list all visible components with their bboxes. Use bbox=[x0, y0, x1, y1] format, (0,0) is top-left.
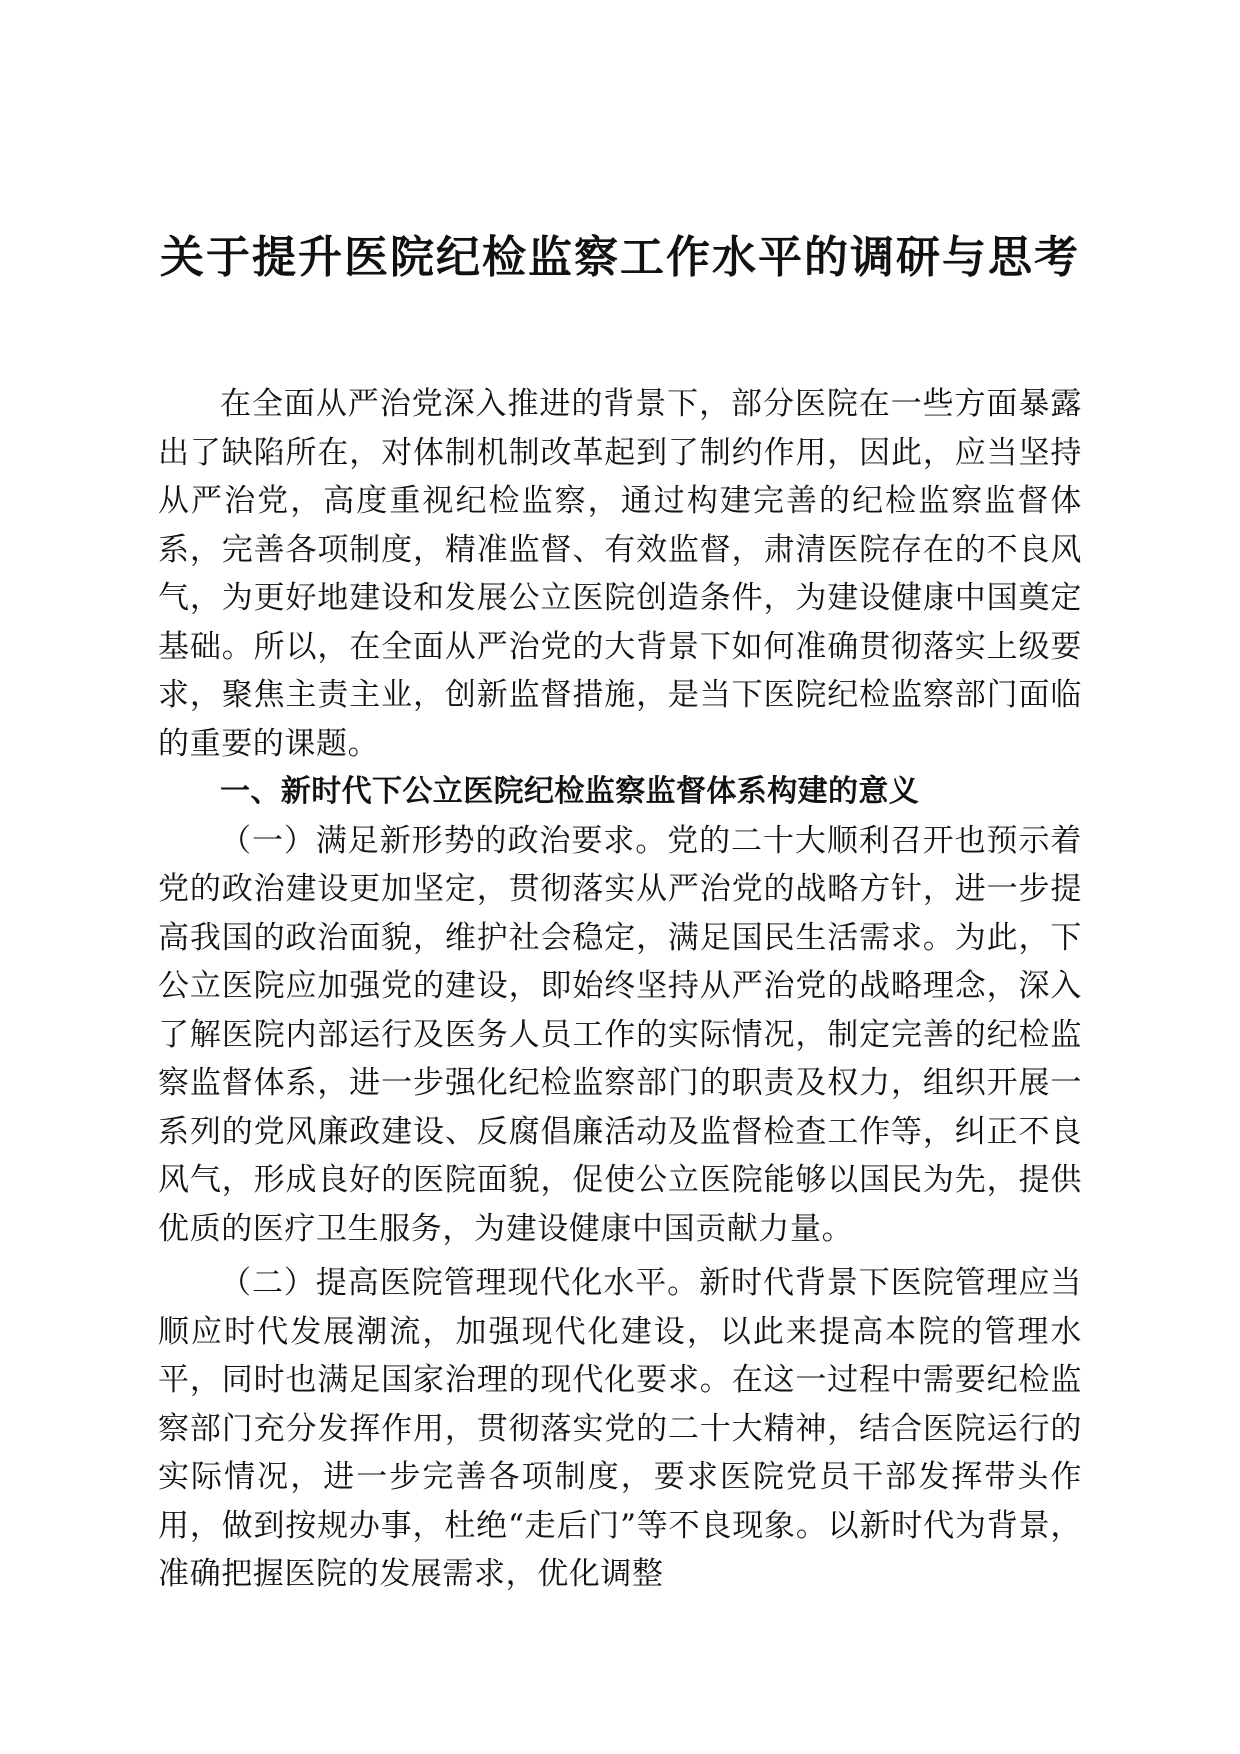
document-body bbox=[158, 380, 1082, 1599]
intro-paragraph: 在全面从严治党深入推进的背景下，部分医院在一些方面暴露出了缺陷所在，对体制机制改革起到了制约作用，因此，应当坚持从严治党，高度重视纪检监察，通过构建完善的纪检监察监督体系，完善各项制度，精准监督、有效监督，肃清医院存在的不良风气，为更好地建设和发展公立医院创造条件，为建设健康中国奠定基础。所以，在全面从严治党的大背景下如何准确贯彻落实上级要求，聚焦主责主业，创新监督措施，是当下医院纪检监察部门面临的重要的课题。 bbox=[158, 386, 1082, 762]
section-heading-1: 一、新时代下公立医院纪检监察监督体系构建的意义 bbox=[220, 774, 920, 809]
subsection-paragraph-2: （二）提高医院管理现代化水平。新时代背景下医院管理应当顺应时代发展潮流，加强现代化建设，以此来提高本院的管理水平，同时也满足国家治理的现代化要求。在这一过程中需要纪检监察部门充分发挥作用，贯彻落实党的二十大精神，结合医院运行的实际情况，进一步完善各项制度，要求医院党员干部发挥带头作用，做到按规办事，杜绝“走后门”等不良现象。以新时代为背景，准确把握医院的发展需求，优化调整 bbox=[158, 1265, 1082, 1592]
subsection-paragraph-1: （一）满足新形势的政治要求。党的二十大顺利召开也预示着党的政治建设更加坚定，贯彻落实从严治党的战略方针，进一步提高我国的政治面貌，维护社会稳定，满足国民生活需求。为此，下公立医院应加强党的建设，即始终坚持从严治党的战略理念，深入了解医院内部运行及医务人员工作的实际情况，制定完善的纪检监察监督体系，进一步强化纪检监察部门的职责及权力，组织开展一系列的党风廉政建设、反腐倡廉活动及监督检查工作等，纠正不良风气，形成良好的医院面貌，促使公立医院能够以国民为先，提供优质的医疗卫生服务，为建设健康中国贡献力量。 bbox=[158, 822, 1082, 1247]
document-title: 关于提升医院纪检监察工作水平的调研与思考 bbox=[160, 232, 1080, 283]
